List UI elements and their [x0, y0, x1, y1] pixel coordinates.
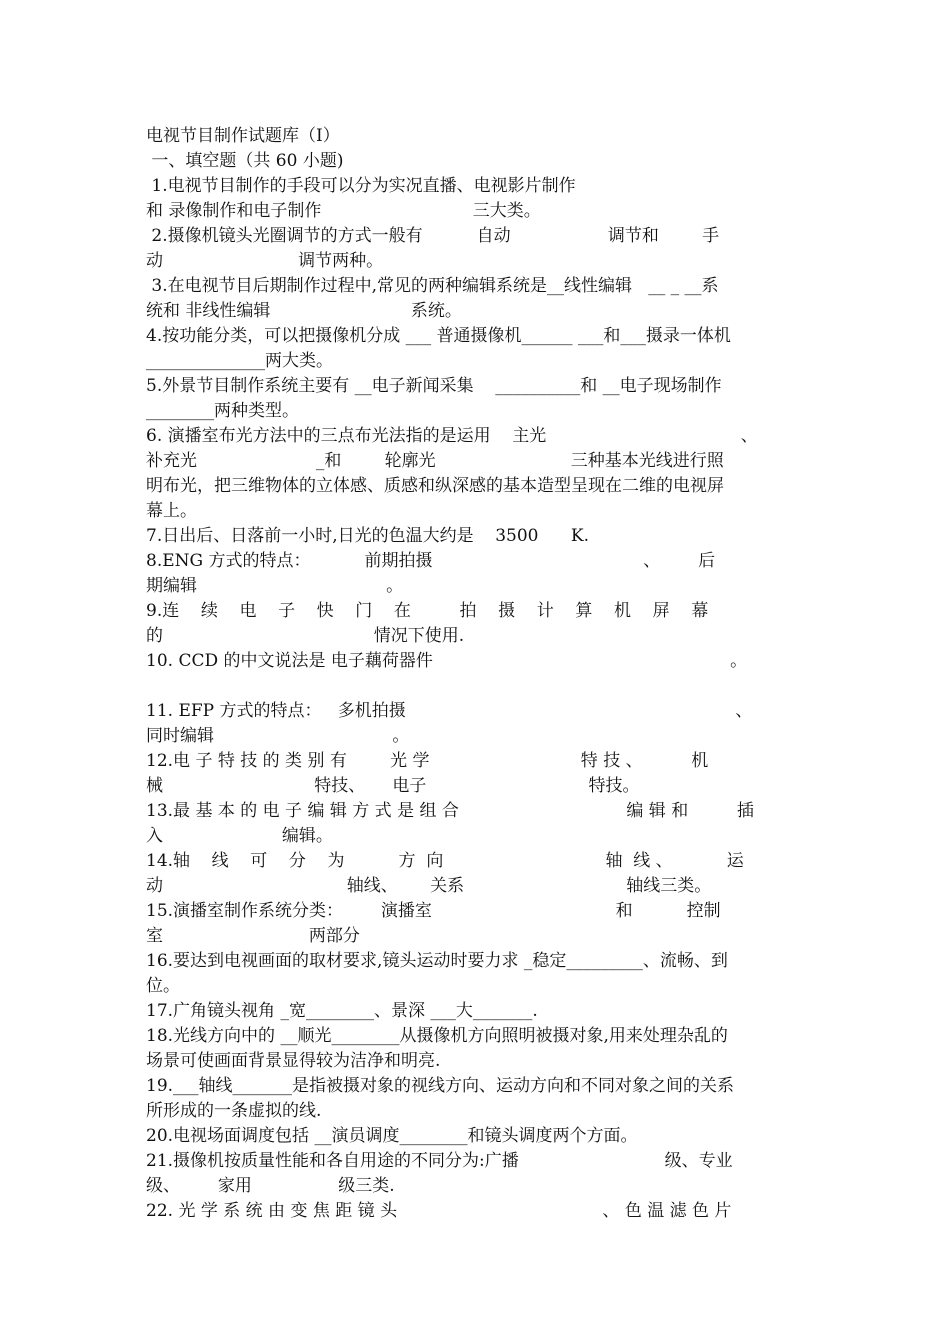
text-line: 9.连 续 电 子 快 门 在 拍 摄 计 算 机 屏 幕: [146, 601, 709, 621]
text-line: 所形成的一条虚拟的线.: [146, 1101, 322, 1121]
text-line: 15.演播室制作系统分类： 演播室 和 控制: [146, 901, 721, 921]
text-line: 动 调节两种。: [146, 251, 384, 271]
text-line: ______________两大类。: [146, 351, 333, 371]
text-line: 21.摄像机按质量性能和各自用途的不同分为:广播 级、专业: [146, 1151, 733, 1171]
text-line: 14.轴 线 可 分 为 方 向 轴 线 、 运: [146, 851, 744, 871]
text-line: ________两种类型。: [146, 401, 299, 421]
text-line: 20.电视场面调度包括 __演员调度________和镜头调度两个方面。: [146, 1126, 638, 1146]
text-line: 位。: [146, 976, 180, 996]
text-line: 10. CCD 的中文说法是 电子藕荷器件 。: [146, 651, 748, 671]
text-line: 11. EFP 方式的特点： 多机拍摄 、: [146, 701, 753, 721]
section-heading: 一、填空题（共 60 小题): [146, 151, 344, 171]
text-line: 2.摄像机镜头光圈调节的方式一般有 自动 调节和 手: [146, 226, 720, 246]
text-line: 入 编辑。: [146, 826, 333, 846]
text-line: 5.外景节目制作系统主要有 __电子新闻采集 __________和 __电子现场制作: [146, 376, 722, 396]
text-line: 3.在电视节目后期制作过程中,常见的两种编辑系统是__线性编辑 __ _ __系: [146, 276, 719, 296]
text-line: 室 两部分: [146, 926, 360, 946]
text-line: 械 特技、 电子 特技。: [146, 776, 640, 796]
text-line: 8.ENG 方式的特点： 前期拍摄 、 后: [146, 551, 716, 571]
text-line: 明布光，把三维物体的立体感、质感和纵深感的基本造型呈现在二维的电视屏: [146, 476, 724, 496]
text-line: 6. 演播室布光方法中的三点布光法指的是运用 主光 、: [146, 426, 758, 446]
text-line: 12.电 子 特 技 的 类 别 有 光 学 特 技 、 机: [146, 751, 709, 771]
text-line: 1.电视节目制作的手段可以分为实况直播、电视影片制作: [146, 176, 576, 196]
text-line: 和 录像制作和电子制作 三大类。: [146, 201, 541, 221]
text-line: 4.按功能分类，可以把摄像机分成 ___ 普通摄像机______ ___和___摄录一体机: [146, 326, 731, 346]
text-line: 同时编辑 。: [146, 726, 410, 746]
text-line: 的 情况下使用.: [146, 626, 465, 646]
document-title: 电视节目制作试题库（Ⅰ）: [146, 126, 340, 146]
text-line: 期编辑 。: [146, 576, 404, 596]
text-line: 级、 家用 级三类.: [146, 1176, 395, 1196]
text-line: 动 轴线、 关系 轴线三类。: [146, 876, 712, 896]
text-line: 17.广角镜头视角 _宽________、景深 ___大_______.: [146, 1001, 538, 1021]
text-line: 19.___轴线_______是指被摄对象的视线方向、运动方向和不同对象之间的关系: [146, 1076, 735, 1096]
text-line: 幕上。: [146, 501, 197, 521]
text-line: 补充光 _和 轮廓光 三种基本光线进行照: [146, 451, 724, 471]
text-line: 22. 光 学 系 统 由 变 焦 距 镜 头 、 色 温 滤 色 片: [146, 1201, 732, 1221]
text-line: 16.要达到电视画面的取材要求,镜头运动时要力求 _稳定_________、流畅、到: [146, 951, 728, 971]
text-line: 18.光线方向中的 __顺光________从摄像机方向照明被摄对象,用来处理杂乱的: [146, 1026, 728, 1046]
text-line: 13.最 基 本 的 电 子 编 辑 方 式 是 组 合 编 辑 和 插: [146, 801, 754, 821]
text-line: 统和 非线性编辑 系统。: [146, 301, 462, 321]
text-line: 7.日出后、日落前一小时,日光的色温大约是 3500 K.: [146, 526, 590, 546]
text-line: 场景可使画面背景显得较为洁净和明亮.: [146, 1051, 441, 1071]
